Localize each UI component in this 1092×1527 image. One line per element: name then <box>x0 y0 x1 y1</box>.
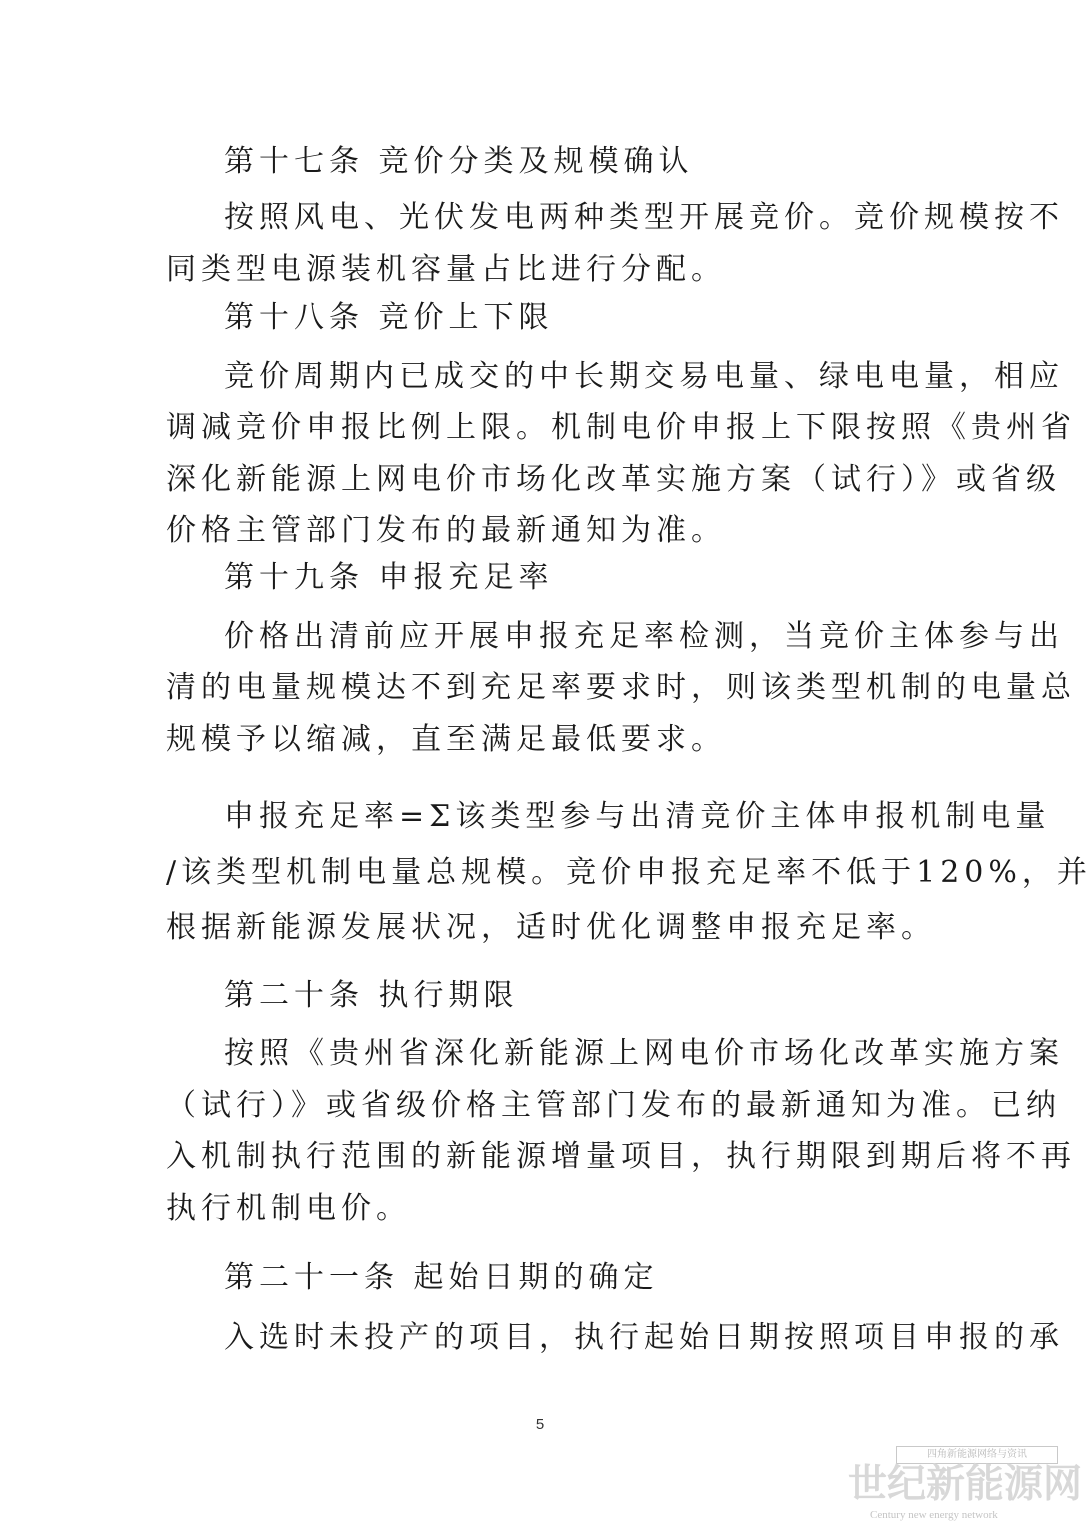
paragraph-line: 申报充足率=Σ该类型参与出清竞价主体申报机制电量 <box>224 799 1051 834</box>
paragraph-line: 规模予以缩减，直至满足最低要求。 <box>166 722 726 757</box>
watermark-logo <box>842 1446 1083 1522</box>
watermark-tagline: 四角新能源网络与资讯 <box>896 1446 1058 1464</box>
paragraph-line: （试行）》或省级价格主管部门发布的最新通知为准。已纳 <box>166 1088 1061 1123</box>
paragraph-line: 执行机制电价。 <box>166 1191 411 1226</box>
paragraph-line: 入选时未投产的项目，执行起始日期按照项目申报的承 <box>224 1320 1064 1355</box>
paragraph-line: 竞价周期内已成交的中长期交易电量、绿电电量，相应 <box>224 359 1064 394</box>
paragraph-line: 同类型电源装机容量占比进行分配。 <box>166 252 726 287</box>
paragraph-line: 清的电量规模达不到充足率要求时，则该类型机制的电量总 <box>166 670 1076 705</box>
article-18-heading: 第十八条 竞价上下限 <box>224 300 554 335</box>
article-21-heading: 第二十一条 起始日期的确定 <box>224 1260 659 1295</box>
article-20-heading: 第二十条 执行期限 <box>224 978 519 1013</box>
paragraph-line: 价格出清前应开展申报充足率检测，当竞价主体参与出 <box>224 619 1064 654</box>
article-17-heading: 第十七条 竞价分类及规模确认 <box>224 144 694 179</box>
paragraph-line: 入机制执行范围的新能源增量项目，执行期限到期后将不再 <box>166 1139 1076 1174</box>
paragraph-line: 深化新能源上网电价市场化改革实施方案（试行）》或省级 <box>166 462 1061 497</box>
article-19-heading: 第十九条 申报充足率 <box>224 560 554 595</box>
paragraph-line: /该类型机制电量总规模。竞价申报充足率不低于120%，并 <box>166 855 1092 890</box>
watermark-title: 世纪新能源网 <box>848 1461 1083 1507</box>
paragraph-line: 价格主管部门发布的最新通知为准。 <box>166 513 726 548</box>
paragraph-line: 按照风电、光伏发电两种类型开展竞价。竞价规模按不 <box>224 200 1064 235</box>
page-number: 5 <box>535 1416 545 1433</box>
paragraph-line: 按照《贵州省深化新能源上网电价市场化改革实施方案 <box>224 1036 1064 1071</box>
paragraph-line: 根据新能源发展状况，适时优化调整申报充足率。 <box>166 910 936 945</box>
paragraph-line: 调减竞价申报比例上限。机制电价申报上下限按照《贵州省 <box>166 410 1076 445</box>
watermark-subtitle: Century new energy network <box>870 1509 998 1521</box>
